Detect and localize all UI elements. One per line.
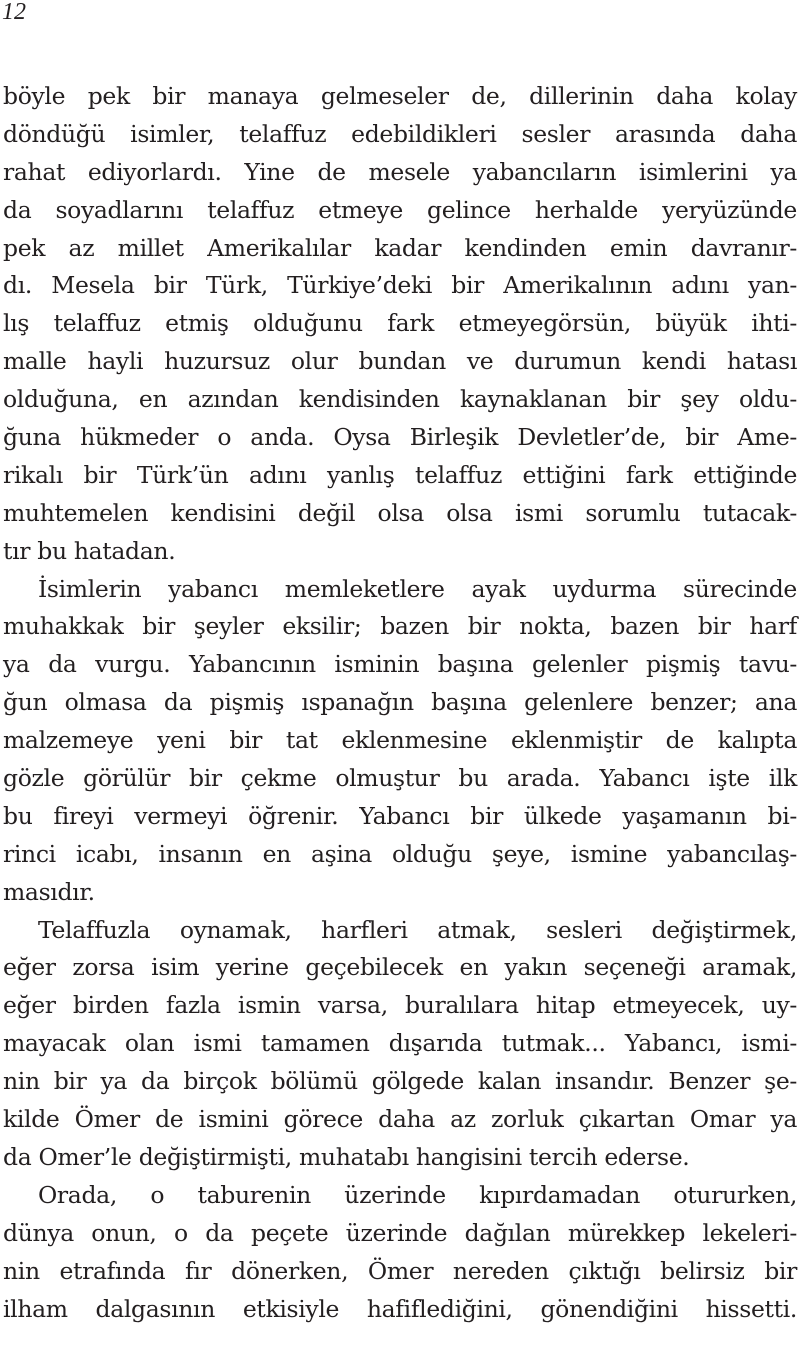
text-line: olduğuna, en azından kendisinden kaynaklanan bir şey oldu-	[3, 385, 797, 414]
text-line: ilham dalgasının etkisiyle hafiflediğini, gönendiğini hissetti.	[3, 1294, 797, 1323]
text-line: muhtemelen kendisini değil olsa olsa ismi sorumlu tutacak-	[3, 498, 797, 527]
text-line: da soyadlarını telaffuz etmeye gelince herhalde yeryüzünde	[3, 195, 797, 224]
text-line: rikalı bir Türk’ün adını yanlış telaffuz ettiğini fark ettiğinde	[3, 460, 797, 489]
text-line: nin bir ya da birçok bölümü gölgede kalan insandır. Benzer şe-	[3, 1067, 797, 1096]
page-number: 12	[2, 0, 26, 25]
text-line: tır bu hatadan.	[3, 536, 176, 565]
text-line: ğuna hükmeder o anda. Oysa Birleşik Devletler’de, bir Ame-	[3, 423, 797, 452]
text-line: muhakkak bir şeyler eksilir; bazen bir nokta, bazen bir harf	[3, 612, 797, 641]
text-line: rahat ediyorlardı. Yine de mesele yabancıların isimlerini ya	[3, 157, 797, 186]
text-line: da Omer’le değiştirmişti, muhatabı hangisini tercih ederse.	[3, 1142, 690, 1171]
text-line: döndüğü isimler, telaffuz edebildikleri sesler arasında daha	[3, 119, 797, 148]
text-line: ğun olmasa da pişmiş ıspanağın başına gelenlere benzer; ana	[3, 688, 797, 717]
text-line: ya da vurgu. Yabancının isminin başına gelenler pişmiş tavu-	[3, 650, 797, 679]
text-line: eğer birden fazla ismin varsa, buralılara hitap etmeyecek, uy-	[3, 991, 797, 1020]
paragraph-first-line: Orada, o taburenin üzerinde kıpırdamadan otururken,	[38, 1180, 797, 1209]
text-line: bu fireyi vermeyi öğrenir. Yabancı bir ülkede yaşamanın bi-	[3, 801, 797, 830]
text-line: malle hayli huzursuz olur bundan ve durumun kendi hatası	[3, 347, 797, 376]
text-line: pek az millet Amerikalılar kadar kendinden emin davranır-	[3, 233, 797, 262]
text-line: masıdır.	[3, 877, 95, 906]
text-line: eğer zorsa isim yerine geçebilecek en yakın seçeneği aramak,	[3, 953, 797, 982]
text-line: dünya onun, o da peçete üzerinde dağılan mürekkep lekeleri-	[3, 1218, 797, 1247]
paragraph-first-line: İsimlerin yabancı memleketlere ayak uydurma sürecinde	[38, 574, 797, 603]
text-line: malzemeye yeni bir tat eklenmesine eklenmiştir de kalıpta	[3, 726, 797, 755]
body-text	[3, 78, 797, 1328]
text-line: dı. Mesela bir Türk, Türkiye’deki bir Amerikalının adını yan-	[3, 271, 797, 300]
text-line: nin etrafında fır dönerken, Ömer nereden çıktığı belirsiz bir	[3, 1256, 797, 1285]
paragraph-first-line: Telaffuzla oynamak, harfleri atmak, sesleri değiştirmek,	[38, 915, 797, 944]
text-line: mayacak olan ismi tamamen dışarıda tutmak... Yabancı, ismi-	[3, 1029, 797, 1058]
text-line: gözle görülür bir çekme olmuştur bu arada. Yabancı işte ilk	[3, 764, 797, 793]
text-line: rinci icabı, insanın en aşina olduğu şeye, ismine yabancılaş-	[3, 839, 797, 868]
text-line: lış telaffuz etmiş olduğunu fark etmeyegörsün, büyük ihti-	[3, 309, 797, 338]
text-line: kilde Ömer de ismini görece daha az zorluk çıkartan Omar ya	[3, 1105, 797, 1134]
text-line: böyle pek bir manaya gelmeseler de, dillerinin daha kolay	[3, 82, 797, 110]
